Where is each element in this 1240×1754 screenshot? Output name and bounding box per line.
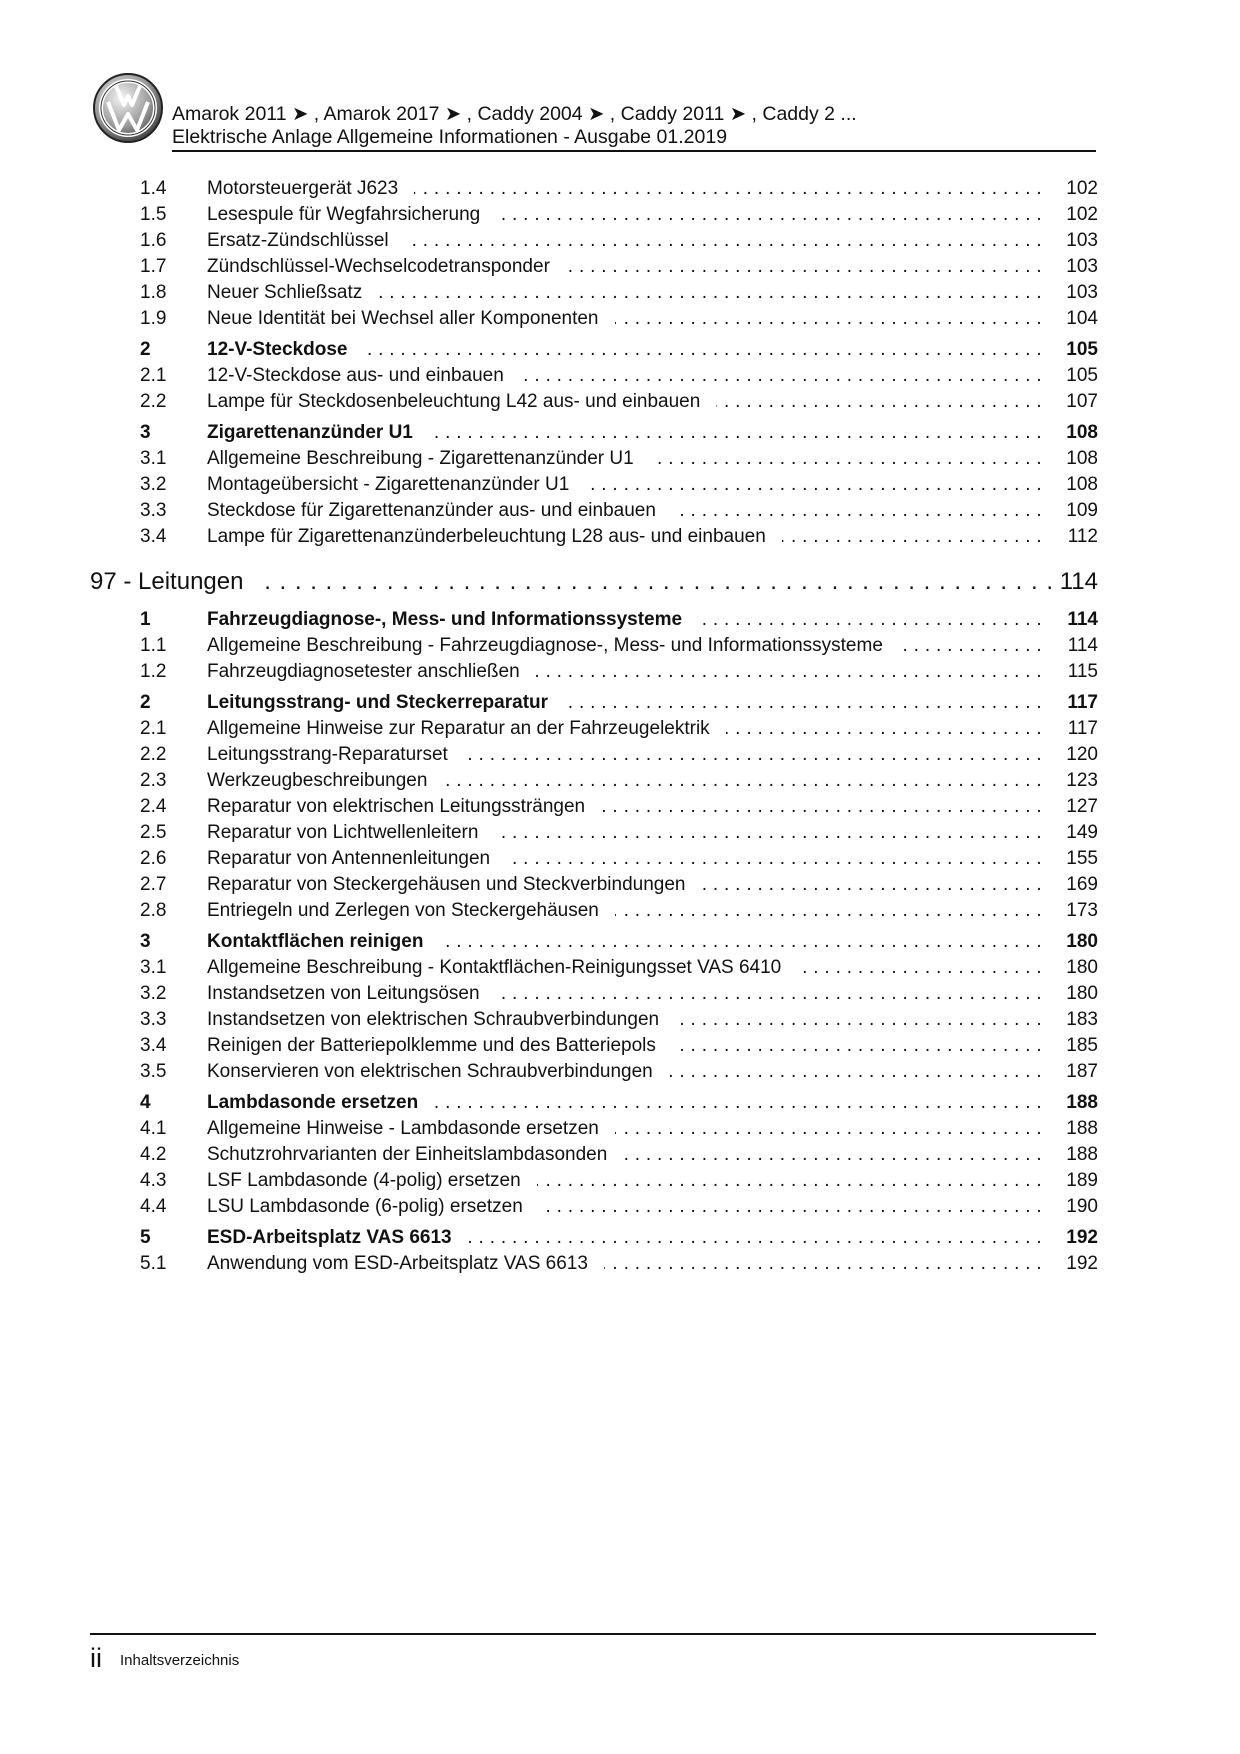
toc-entry[interactable] <box>90 446 1100 472</box>
toc-part-entry[interactable] <box>90 562 1100 602</box>
toc-entry-number: 3.3 <box>140 500 167 521</box>
toc-entry-title: Reparatur von Steckergehäusen und Steckverbindungen <box>207 874 702 895</box>
toc-entry-title: Allgemeine Hinweise - Lambdasonde ersetzen <box>207 1118 615 1139</box>
toc-entry-leader <box>207 690 1042 716</box>
toc-entry-page: 188 <box>1066 1092 1098 1113</box>
toc-entry-leader <box>207 742 1042 768</box>
toc-entry[interactable] <box>90 389 1100 415</box>
toc-entry-number: 2 <box>140 339 151 360</box>
toc-entry[interactable] <box>90 955 1100 981</box>
toc-entry-title: Lambdasonde ersetzen <box>207 1092 434 1113</box>
toc-entry-number: 2.6 <box>140 848 167 869</box>
toc-entry[interactable] <box>90 659 1100 685</box>
toc-entry-leader <box>207 176 1042 202</box>
toc-entry-leader <box>207 254 1042 280</box>
toc-entry-number: 1.6 <box>140 230 167 251</box>
toc-entry-leader <box>207 280 1042 306</box>
header-document-title: Elektrische Anlage Allgemeine Informationen - Ausgabe 01.2019 <box>172 126 728 148</box>
toc-entry-leader <box>207 607 1042 633</box>
toc-entry-number: 4.4 <box>140 1196 167 1217</box>
toc-entry-number: 3.4 <box>140 1035 167 1056</box>
page-header <box>92 72 1096 152</box>
toc-entry-page: 114 <box>1067 609 1098 630</box>
footer-label: Inhaltsverzeichnis <box>120 1652 240 1669</box>
toc-entry-title: Fahrzeugdiagnose-, Mess- und Informationssysteme <box>207 609 698 630</box>
toc-entry[interactable] <box>90 228 1100 254</box>
toc-entry-number: 1.4 <box>140 178 167 199</box>
toc-entry[interactable] <box>90 363 1100 389</box>
toc-entry-leader <box>207 1116 1042 1142</box>
toc-entry-leader <box>207 716 1042 742</box>
toc-entry-page: 109 <box>1066 500 1098 521</box>
toc-entry-number: 4.1 <box>140 1118 167 1139</box>
toc-chapter-entry[interactable] <box>90 929 1100 955</box>
toc-entry-page: 105 <box>1066 365 1098 386</box>
toc-entry-page: 117 <box>1067 692 1098 713</box>
toc-entry[interactable] <box>90 1116 1100 1142</box>
toc-entry-leader <box>207 768 1042 794</box>
toc-entry-title: Entriegeln und Zerlegen von Steckergehäusen <box>207 900 615 921</box>
toc-entry-number: 4.3 <box>140 1170 167 1191</box>
footer-page-number: ii <box>90 1643 102 1673</box>
toc-entry-number: 3.2 <box>140 474 167 495</box>
toc-entry[interactable] <box>90 794 1100 820</box>
toc-entry-title: Montageübersicht - Zigarettenanzünder U1 <box>207 474 585 495</box>
toc-entry-title: Schutzrohrvarianten der Einheitslambdasonden <box>207 1144 623 1165</box>
toc-entry-leader <box>207 794 1042 820</box>
toc-entry-leader <box>207 389 1042 415</box>
toc-entry[interactable] <box>90 498 1100 524</box>
toc-entry-title: Allgemeine Beschreibung - Fahrzeugdiagnose-, Mess- und Informationssysteme <box>207 635 899 656</box>
toc-entry-number: 1.1 <box>140 635 167 656</box>
toc-entry-page: 117 <box>1067 718 1098 739</box>
toc-entry-page: 112 <box>1067 526 1098 547</box>
toc-entry-leader <box>207 659 1042 685</box>
toc-entry[interactable] <box>90 254 1100 280</box>
toc-entry-title: Reparatur von Antennenleitungen <box>207 848 506 869</box>
toc-entry-page: 185 <box>1066 1035 1098 1056</box>
toc-entry-page: 188 <box>1066 1118 1098 1139</box>
toc-entry-page: 108 <box>1066 474 1098 495</box>
toc-entry-number: 1.8 <box>140 282 167 303</box>
toc-entry-title: Leitungsstrang- und Steckerreparatur <box>207 692 564 713</box>
toc-entry-number: 1.7 <box>140 256 167 277</box>
toc-entry[interactable] <box>90 1007 1100 1033</box>
toc-entry-number: 1.5 <box>140 204 167 225</box>
toc-entry-title: 12-V-Steckdose <box>207 339 363 360</box>
header-models: Amarok 2011 ➤ , Amarok 2017 ➤ , Caddy 2004 ➤ , Caddy 2011 ➤ , Caddy 2 ... <box>172 103 857 125</box>
toc-entry-page: 115 <box>1067 661 1098 682</box>
toc-entry-number: 3.5 <box>140 1061 167 1082</box>
toc-entry-number: 3.3 <box>140 1009 167 1030</box>
toc-entry[interactable] <box>90 716 1100 742</box>
toc-entry-number: 5.1 <box>140 1253 167 1274</box>
toc-entry-leader <box>207 1059 1042 1085</box>
toc-entry-page: 192 <box>1066 1227 1098 1248</box>
toc-entry-number: 3.1 <box>140 448 167 469</box>
toc-entry-title: 12-V-Steckdose aus- und einbauen <box>207 365 520 386</box>
vw-logo-icon <box>92 72 164 144</box>
toc-entry-page: 192 <box>1066 1253 1098 1274</box>
toc-entry-leader <box>207 202 1042 228</box>
toc-entry-number: 5 <box>140 1227 151 1248</box>
toc-entry-title: Allgemeine Beschreibung - Zigarettenanzünder U1 <box>207 448 650 469</box>
toc-entry-leader <box>207 1225 1042 1251</box>
toc-entry-leader <box>207 1194 1042 1220</box>
toc-entry[interactable] <box>90 633 1100 659</box>
toc-entry-leader <box>207 872 1042 898</box>
toc-entry-number: 4.2 <box>140 1144 167 1165</box>
toc-entry-number: 1 <box>140 609 151 630</box>
toc-entry-page: 103 <box>1066 230 1098 251</box>
toc-entry-title: Leitungsstrang-Reparaturset <box>207 744 464 765</box>
toc-entry-page: 108 <box>1066 422 1098 443</box>
toc-entry-number: 4 <box>140 1092 151 1113</box>
toc-entry-number: 2.8 <box>140 900 167 921</box>
toc-entry-number: 3 <box>140 931 151 952</box>
toc-entry-number: 2.5 <box>140 822 167 843</box>
toc-entry[interactable] <box>90 768 1100 794</box>
toc-entry-number: 2.4 <box>140 796 167 817</box>
toc-entry-page: 103 <box>1066 282 1098 303</box>
toc-entry-title: Kontaktflächen reinigen <box>207 931 439 952</box>
toc-entry-leader <box>207 363 1042 389</box>
toc-entry-leader <box>207 981 1042 1007</box>
toc-entry-title: Ersatz-Zündschlüssel <box>207 230 405 251</box>
toc-entry-page: 187 <box>1066 1061 1098 1082</box>
toc-entry-page: 107 <box>1066 391 1098 412</box>
toc-entry-title: Instandsetzen von Leitungsösen <box>207 983 496 1004</box>
toc-entry-title: Lampe für Steckdosenbeleuchtung L42 aus- und einbauen <box>207 391 716 412</box>
toc-entry-leader <box>207 1090 1042 1116</box>
toc-entry-leader <box>207 337 1042 363</box>
toc-entry-title: Konservieren von elektrischen Schraubverbindungen <box>207 1061 669 1082</box>
toc-entry[interactable] <box>90 472 1100 498</box>
toc-entry-leader <box>207 820 1042 846</box>
toc-entry-leader <box>207 929 1042 955</box>
toc-entry[interactable] <box>90 820 1100 846</box>
toc-entry-title: Anwendung vom ESD-Arbeitsplatz VAS 6613 <box>207 1253 604 1274</box>
toc-entry-leader <box>207 846 1042 872</box>
toc-entry-leader <box>207 524 1042 550</box>
toc-entry-page: 102 <box>1066 178 1098 199</box>
toc-entry-page: 169 <box>1066 874 1098 895</box>
toc-entry-number: 2 <box>140 692 151 713</box>
toc-entry-number: 2.2 <box>140 391 167 412</box>
toc-entry-number: 1.2 <box>140 661 167 682</box>
toc-entry-title: Allgemeine Hinweise zur Reparatur an der Fahrzeugelektrik <box>207 718 726 739</box>
toc-entry-number: 1.9 <box>140 308 167 329</box>
toc-entry-page: 155 <box>1066 848 1098 869</box>
toc-chapter-entry[interactable] <box>90 690 1100 716</box>
toc-entry-leader <box>207 472 1042 498</box>
toc-entry-title: LSU Lambdasonde (6-polig) ersetzen <box>207 1196 539 1217</box>
toc-entry[interactable] <box>90 1168 1100 1194</box>
toc-entry-title: Zündschlüssel-Wechselcodetransponder <box>207 256 566 277</box>
toc-entry-title: Reparatur von Lichtwellenleitern <box>207 822 494 843</box>
toc-entry[interactable] <box>90 981 1100 1007</box>
toc-entry-number: 2.2 <box>140 744 167 765</box>
toc-entry-leader <box>207 1251 1042 1277</box>
toc-entry-leader <box>207 306 1042 332</box>
toc-entry[interactable] <box>90 1033 1100 1059</box>
toc-entry-leader <box>207 898 1042 924</box>
toc-chapter-entry[interactable] <box>90 1090 1100 1116</box>
toc-entry-page: 127 <box>1066 796 1098 817</box>
toc-entry-title: Instandsetzen von elektrischen Schraubverbindungen <box>207 1009 675 1030</box>
toc-entry-number: 2.3 <box>140 770 167 791</box>
toc-entry-number: 2.1 <box>140 718 167 739</box>
toc-entry[interactable] <box>90 524 1100 550</box>
toc-chapter-entry[interactable] <box>90 1225 1100 1251</box>
toc-entry-number: 3.4 <box>140 526 167 547</box>
toc-entry-page: 173 <box>1066 900 1098 921</box>
toc-entry-title: Lampe für Zigarettenanzünderbeleuchtung L28 aus- und einbauen <box>207 526 782 547</box>
toc-entry[interactable] <box>90 306 1100 332</box>
toc-entry-leader <box>207 955 1042 981</box>
toc-entry-title: LSF Lambdasonde (4-polig) ersetzen <box>207 1170 537 1191</box>
toc-entry[interactable] <box>90 1251 1100 1277</box>
toc-entry-page: 114 <box>1059 568 1098 595</box>
table-of-contents <box>90 176 1100 1277</box>
header-divider <box>172 150 1096 152</box>
toc-chapter-entry[interactable] <box>90 607 1100 633</box>
toc-entry-title: Neue Identität bei Wechsel aller Komponenten <box>207 308 615 329</box>
toc-entry-leader <box>207 1142 1042 1168</box>
toc-entry[interactable] <box>90 872 1100 898</box>
toc-entry-title: Reinigen der Batteriepolklemme und des Batteriepols <box>207 1035 672 1056</box>
toc-entry-page: 180 <box>1066 957 1098 978</box>
toc-entry[interactable] <box>90 846 1100 872</box>
toc-entry-page: 114 <box>1067 635 1098 656</box>
toc-entry-page: 180 <box>1066 983 1098 1004</box>
footer-divider <box>90 1633 1096 1635</box>
toc-entry-title: Steckdose für Zigarettenanzünder aus- und einbauen <box>207 500 672 521</box>
toc-entry-leader <box>207 633 1042 659</box>
toc-entry[interactable] <box>90 280 1100 306</box>
toc-entry[interactable] <box>90 1194 1100 1220</box>
toc-entry-page: 102 <box>1066 204 1098 225</box>
toc-entry-title: Allgemeine Beschreibung - Kontaktflächen-Reinigungsset VAS 6410 <box>207 957 797 978</box>
toc-entry-number: 2.1 <box>140 365 167 386</box>
toc-entry-page: 188 <box>1066 1144 1098 1165</box>
toc-chapter-entry[interactable] <box>90 420 1100 446</box>
toc-entry-page: 190 <box>1066 1196 1098 1217</box>
toc-entry-page: 189 <box>1066 1170 1098 1191</box>
toc-entry-page: 103 <box>1066 256 1098 277</box>
toc-entry[interactable] <box>90 1059 1100 1085</box>
toc-entry-leader <box>207 498 1042 524</box>
toc-entry-leader <box>207 1007 1042 1033</box>
toc-entry-title: Werkzeugbeschreibungen <box>207 770 443 791</box>
toc-entry-page: 183 <box>1066 1009 1098 1030</box>
toc-entry-number: 3.1 <box>140 957 167 978</box>
toc-entry[interactable] <box>90 1142 1100 1168</box>
toc-entry-leader <box>207 420 1042 446</box>
toc-entry-number: 3.2 <box>140 983 167 1004</box>
toc-entry-page: 105 <box>1066 339 1098 360</box>
toc-entry[interactable] <box>90 176 1100 202</box>
toc-entry-page: 180 <box>1066 931 1098 952</box>
toc-entry-leader <box>90 562 1054 602</box>
toc-chapter-entry[interactable] <box>90 337 1100 363</box>
toc-entry-page: 123 <box>1066 770 1098 791</box>
toc-entry-leader <box>207 228 1042 254</box>
toc-entry-title: ESD-Arbeitsplatz VAS 6613 <box>207 1227 468 1248</box>
toc-entry-leader <box>207 1033 1042 1059</box>
toc-entry-title: Neuer Schließsatz <box>207 282 378 303</box>
toc-entry-page: 120 <box>1066 744 1098 765</box>
toc-entry-page: 149 <box>1066 822 1098 843</box>
toc-entry-title: Zigarettenanzünder U1 <box>207 422 429 443</box>
toc-entry-leader <box>207 446 1042 472</box>
toc-entry-number: 3 <box>140 422 151 443</box>
toc-entry-page: 104 <box>1066 308 1098 329</box>
toc-entry-leader <box>207 1168 1042 1194</box>
toc-entry-title: Fahrzeugdiagnosetester anschließen <box>207 661 536 682</box>
toc-entry-title: Motorsteuergerät J623 <box>207 178 414 199</box>
toc-entry-page: 108 <box>1066 448 1098 469</box>
toc-entry[interactable] <box>90 898 1100 924</box>
toc-entry-title: 97 - Leitungen <box>90 568 259 595</box>
toc-entry[interactable] <box>90 202 1100 228</box>
toc-entry-title: Reparatur von elektrischen Leitungssträngen <box>207 796 601 817</box>
toc-entry-title: Lesespule für Wegfahrsicherung <box>207 204 496 225</box>
toc-entry-number: 2.7 <box>140 874 167 895</box>
toc-entry[interactable] <box>90 742 1100 768</box>
